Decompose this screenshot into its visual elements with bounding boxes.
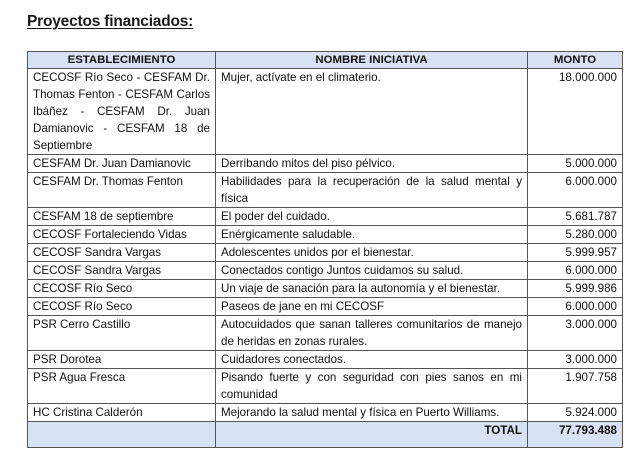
table-row bbox=[28, 369, 623, 404]
cell-monto: 6.000.000 bbox=[528, 173, 623, 208]
cell-establecimiento: CESFAM Dr. Juan Damianovic bbox=[28, 155, 216, 173]
cell-iniciativa: Derribando mitos del piso pélvico. bbox=[216, 155, 528, 173]
table-row bbox=[28, 69, 623, 155]
cell-establecimiento: CECOSF Río Seco bbox=[28, 280, 216, 298]
total-row bbox=[28, 422, 623, 448]
cell-establecimiento: CECOSF Sandra Vargas bbox=[28, 262, 216, 280]
total-empty-cell bbox=[28, 422, 216, 448]
page-title: Proyectos financiados: bbox=[27, 13, 194, 30]
table-row bbox=[28, 155, 623, 173]
table-row bbox=[28, 226, 623, 244]
cell-establecimiento: CESFAM Dr. Thomas Fenton bbox=[28, 173, 216, 208]
cell-establecimiento: CESFAM 18 de septiembre bbox=[28, 208, 216, 226]
cell-iniciativa: Adolescentes unidos por el bienestar. bbox=[216, 244, 528, 262]
cell-establecimiento: PSR Dorotea bbox=[28, 351, 216, 369]
cell-iniciativa: Cuidadores conectados. bbox=[216, 351, 528, 369]
table-row bbox=[28, 316, 623, 351]
cell-iniciativa: Un viaje de sanación para la autonomía y el bienestar. bbox=[216, 280, 528, 298]
cell-iniciativa: Autocuidados que sanan talleres comunitarios de manejo de heridas en zonas rurales. bbox=[216, 316, 528, 351]
cell-establecimiento: CECOSF Sandra Vargas bbox=[28, 244, 216, 262]
cell-iniciativa: Mejorando la salud mental y física en Puerto Williams. bbox=[216, 404, 528, 422]
cell-establecimiento: CECOSF Fortaleciendo Vidas bbox=[28, 226, 216, 244]
cell-monto: 1.907.758 bbox=[528, 369, 623, 404]
table-header-row bbox=[28, 52, 623, 69]
cell-monto: 3.000.000 bbox=[528, 351, 623, 369]
header-nombre-iniciativa: NOMBRE INICIATIVA bbox=[216, 52, 528, 69]
cell-establecimiento: HC Cristina Calderón bbox=[28, 404, 216, 422]
header-monto: MONTO bbox=[528, 52, 623, 69]
cell-monto: 5.280.000 bbox=[528, 226, 623, 244]
table-row bbox=[28, 351, 623, 369]
cell-monto: 5.681.787 bbox=[528, 208, 623, 226]
cell-establecimiento: PSR Cerro Castillo bbox=[28, 316, 216, 351]
table-row bbox=[28, 208, 623, 226]
table-row bbox=[28, 173, 623, 208]
cell-iniciativa: Enérgicamente saludable. bbox=[216, 226, 528, 244]
cell-monto: 5.000.000 bbox=[528, 155, 623, 173]
cell-monto: 5.999.986 bbox=[528, 280, 623, 298]
table-row bbox=[28, 298, 623, 316]
cell-establecimiento: CECOSF Río Seco bbox=[28, 298, 216, 316]
total-value: 77.793.488 bbox=[528, 422, 623, 448]
cell-iniciativa: El poder del cuidado. bbox=[216, 208, 528, 226]
cell-establecimiento: CECOSF Río Seco - CESFAM Dr. Thomas Fenton - CESFAM Carlos Ibáñez - CESFAM Dr. Juan Damianovic - CESFAM 18 de Septiembre bbox=[28, 69, 216, 155]
funded-projects-table bbox=[27, 51, 623, 448]
total-label: TOTAL bbox=[216, 422, 528, 448]
table-row bbox=[28, 404, 623, 422]
cell-iniciativa: Pisando fuerte y con seguridad con pies sanos en mi comunidad bbox=[216, 369, 528, 404]
header-establecimiento: ESTABLECIMIENTO bbox=[28, 52, 216, 69]
cell-monto: 5.924.000 bbox=[528, 404, 623, 422]
table-row bbox=[28, 280, 623, 298]
cell-iniciativa: Paseos de jane en mi CECOSF bbox=[216, 298, 528, 316]
cell-iniciativa: Habilidades para la recuperación de la salud mental y física bbox=[216, 173, 528, 208]
cell-monto: 5.999.957 bbox=[528, 244, 623, 262]
cell-establecimiento: PSR Agua Fresca bbox=[28, 369, 216, 404]
cell-iniciativa: Conectados contigo Juntos cuidamos su salud. bbox=[216, 262, 528, 280]
cell-monto: 6.000.000 bbox=[528, 262, 623, 280]
cell-monto: 3.000.000 bbox=[528, 316, 623, 351]
table-row bbox=[28, 262, 623, 280]
cell-monto: 6.000.000 bbox=[528, 298, 623, 316]
table-row bbox=[28, 244, 623, 262]
table-body bbox=[28, 69, 623, 448]
cell-iniciativa: Mujer, actívate en el climaterio. bbox=[216, 69, 528, 155]
cell-monto: 18.000.000 bbox=[528, 69, 623, 155]
